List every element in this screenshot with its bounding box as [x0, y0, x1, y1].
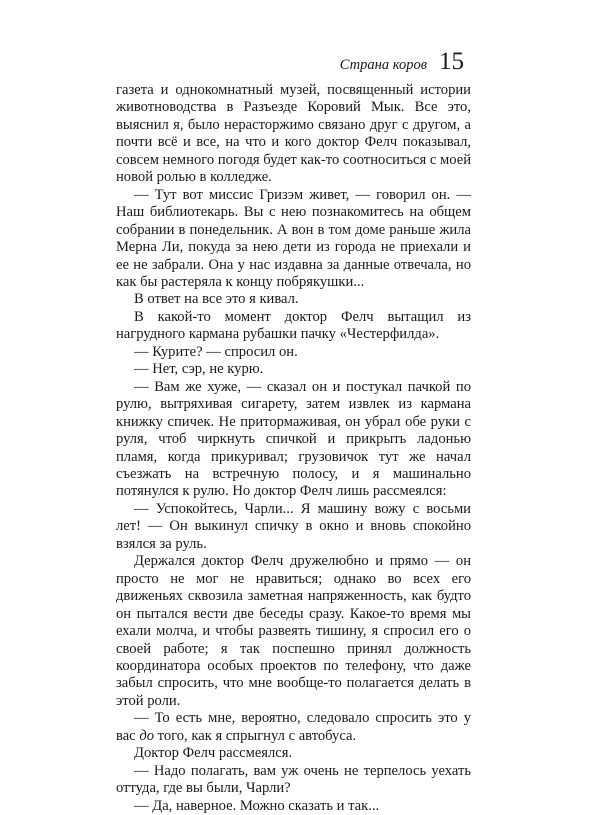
paragraph-smoke-question: — Курите? — спросил он. [134, 343, 298, 360]
paragraph-should-have-asked [116, 710, 471, 745]
running-header [340, 48, 464, 76]
paragraph-chesterfield: В какой-то момент доктор Фелч вытащил из нагрудного кармана рубашки пачку «Честерфилда». [116, 308, 471, 343]
paragraph-probably-so: — Да, наверное. Можно сказать и так... [134, 797, 380, 814]
paragraph-lighting-cigarette: — Вам же хуже, — сказал он и постукал пачкой по рулю, вытряхивая сигарету, затем извлек из кармана книжку спичек. Не притормаживая, он убрал обе руки с руля, чтоб чиркнуть спичкой и прикрыть ладонью пламя, когда прикуривал; грузовичок тут же начал съезжать на встречную полосу, и я машинально потянулся к рулю. Но доктор Фелч лишь рассмеялся: [116, 378, 471, 500]
body-text [116, 82, 471, 815]
should-have-asked-end: того, как я спрыгнул с автобуса. [157, 727, 357, 744]
paragraph-smoke-answer: — Нет, сэр, не курю. [134, 361, 264, 378]
paragraph-dialogue-librarian: — Тут вот миссис Гризэм живет, — говорил он. — Наш библиотекарь. Вы с нею познакомитесь на общем собрании в понедельник. А вон в том доме раньше жила Мерна Ли, покуда за нею дети из города не приехали и ее не забрали. Она у нас издавна за данные отвечала, но как бы растеряла к концу побрякушки... [116, 186, 471, 290]
emphasis-do: до [139, 727, 154, 744]
running-title: Страна коров [339, 57, 427, 73]
paragraph-nod: В ответ на все это я кивал. [134, 291, 299, 308]
paragraph-felch-laughed: Доктор Фелч рассмеялся. [134, 745, 293, 762]
paragraph-continuation: газета и однокомнатный музей, посвященный истории животноводства в Разъезде Коровий Мык. Все это, выяснил я, было нерасторжимо связано друг с другом, а почти всё и все, на что и кого доктор Фелч показывал, совсем немного погодя будет как-то соотноситься с моей новой ролью в колледже. [116, 82, 471, 186]
paragraph-felch-demeanor: Держался доктор Фелч дружелюбно и прямо — он просто не мог не нравиться; однако во всех его движеньях сквозила заметная напряженность, как будто он пытался вести две беседы сразу. Какое-то время мы ехали молча, и чтобы развеять тишину, я спросил его о своей работе; я так поспешно принял должность координатора особых проектов по телефону, что даже забыл спросить, что мне вообще-то полагается делать в этой роли. [116, 553, 471, 709]
paragraph-calm-down: — Успокойтесь, Чарли... Я машину вожу с восьми лет! — Он выкинул спичку в окно и вновь спокойно взялся за руль. [116, 500, 471, 552]
page-number: 15 [439, 48, 464, 75]
paragraph-eager-to-leave: — Надо полагать, вам уж очень не терпелось уехать оттуда, где вы были, Чарли? [116, 762, 471, 797]
should-have-asked-start: — То есть мне, вероятно, следовало спросить это у вас [116, 710, 471, 744]
